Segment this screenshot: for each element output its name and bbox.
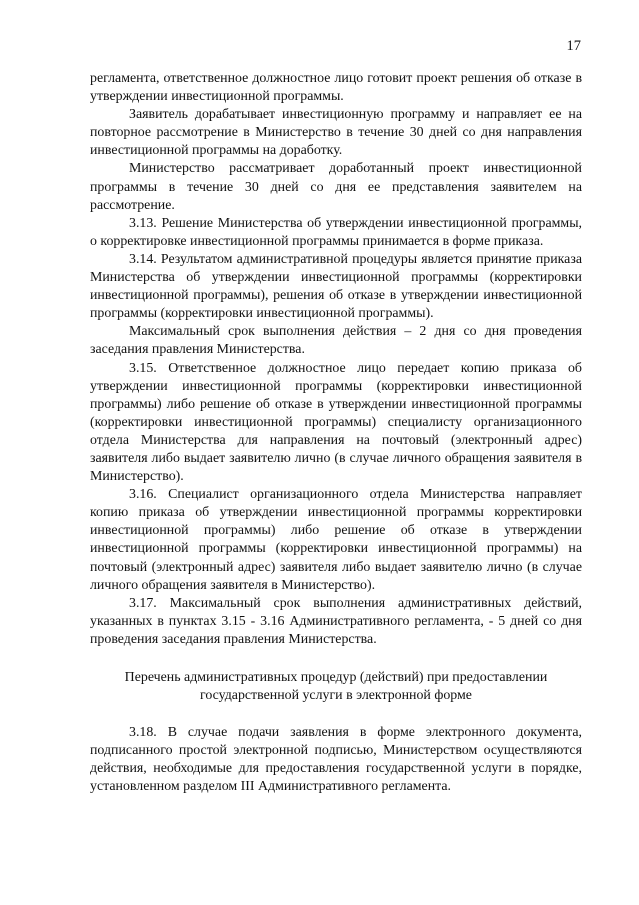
paragraph-3-14: 3.14. Результатом административной процедуры является принятие приказа Министерства об утверждении инвестиционной программы (корректировки инвестиционной программы), решения об отказе в утверждении инвестиционной программы (корректировки инвестиционной программы). bbox=[90, 251, 582, 322]
paragraph-continuation: регламента, ответственное должностное лицо готовит проект решения об отказе в утверждении инвестиционной программы. bbox=[90, 71, 582, 105]
section-heading-line-1: Перечень административных процедур (действий) при предоставлении bbox=[124, 670, 548, 685]
section-heading-line-2: государственной услуги в электронной форме bbox=[200, 688, 472, 704]
paragraph-ministry-review: Министерство рассматривает доработанный проект инвестиционной программы в течение 30 дней со дня ее представления заявителем на рассмотрение. bbox=[90, 161, 582, 213]
paragraph-3-15: 3.15. Ответственное должностное лицо передает копию приказа об утверждении инвестиционной программы (корректировки инвестиционной программы) либо решение об отказе в утверждении инвестиционной программы (корректировки инвестиционной программы) специалисту организационного отдела Министерства для направления на почтовый (электронный адрес) заявителя либо выдает заявителю лично (в случае личного обращения заявителя в Министерство). bbox=[90, 360, 582, 485]
paragraph-max-term: Максимальный срок выполнения действия – 2 дня со дня проведения заседания правления Министерства. bbox=[90, 324, 582, 358]
document-body bbox=[90, 70, 582, 797]
page-number: 17 bbox=[566, 38, 581, 54]
paragraph-3-17: 3.17. Максимальный срок выполнения административных действий, указанных в пунктах 3.15 - 3.16 Административного регламента, - 5 дней со дня проведения заседания правления Министерства. bbox=[90, 595, 582, 647]
paragraph-3-16: 3.16. Специалист организационного отдела Министерства направляет копию приказа об утверждении инвестиционной программы корректировки инвестиционной программы) либо решение об отказе в утверждении инвестиционной программы (корректировки инвестиционной программы) на почтовый (электронный адрес) заявителя либо выдает заявителю лично (в случае личного обращения заявителя в Министерство). bbox=[90, 487, 582, 593]
paragraph-applicant-revision: Заявитель дорабатывает инвестиционную программу и направляет ее на повторное рассмотрение в Министерство в течение 30 дней со дня направления инвестиционной программы на доработку. bbox=[90, 107, 582, 159]
paragraph-3-13: 3.13. Решение Министерства об утверждении инвестиционной программы, о корректировке инвестиционной программы принимается в форме приказа. bbox=[90, 215, 582, 249]
section-heading bbox=[98, 669, 574, 705]
paragraph-3-18: 3.18. В случае подачи заявления в форме электронного документа, подписанного простой электронной подписью, Министерством осуществляются действия, необходимые для предоставления государственной услуги в порядке, установленном разделом III Административного регламента. bbox=[90, 725, 582, 795]
